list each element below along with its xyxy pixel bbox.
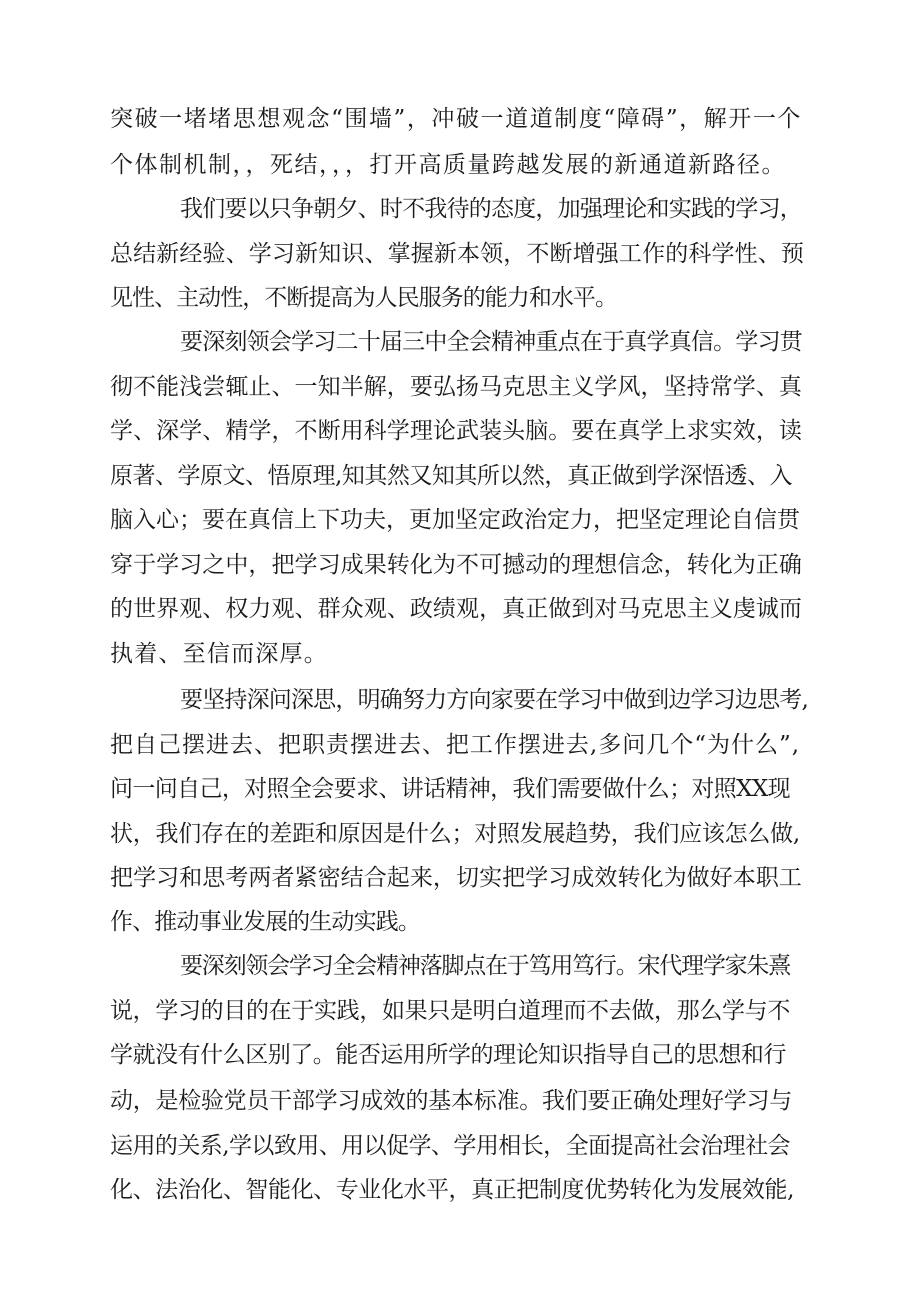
paragraph-line: 化、法治化、智能化、专业化水平，真正把制度优势转化为发展效能, (110, 1177, 794, 1203)
paragraph-line: 要深刻领会学习全会精神落脚点在于笃用笃行。宋代理学家朱熹 (180, 953, 791, 979)
paragraph-line: 突破一堵堵思想观念“围墙”，冲破一道道制度“障碍”，解开一个 (110, 106, 802, 132)
paragraph-line: 要深刻领会学习二十届三中全会精神重点在于真学真信。学习贯 (180, 329, 803, 355)
paragraph-line: 执着、至信而深厚。 (110, 641, 328, 667)
paragraph-line: 的世界观、权力观、群众观、政绩观，真正做到对马克思主义虔诚而 (110, 596, 802, 622)
paragraph-line: 作、推动事业发展的生动实践。 (110, 909, 421, 935)
paragraph-line: 总结新经验、学习新知识、掌握新本领，不断增强工作的科学性、预 (110, 241, 804, 267)
paragraph-line: 动，是检验党员干部学习成效的基本标准。我们要正确处理好学习与 (110, 1088, 793, 1114)
paragraph-line: 问一问自己，对照全会要求、讲话精神，我们需要做什么；对照XX现 (110, 776, 790, 802)
paragraph-line: 我们要以只争朝夕、时不我待的态度，加强理论和实践的学习， (180, 196, 803, 222)
paragraph-line: 见性、主动性，不断提高为人民服务的能力和水平。 (110, 285, 618, 311)
paragraph-line: 状，我们存在的差距和原因是什么；对照发展趋势，我们应该怎么做, (110, 821, 800, 847)
paragraph-line: 脑入心；要在真信上下功夫，更加坚定政治定力，把坚定理论自信贯 (110, 507, 800, 533)
paragraph-line: 原著、学原文、悟原理,知其然又知其所以然，真正做到学深悟透、入 (110, 463, 792, 489)
paragraph-line: 要坚持深问深思，明确努力方向家要在学习中做到边学习边思考, (180, 687, 808, 713)
paragraph-line: 彻不能浅尝辄止、一知半解，要弘扬马克思主义学风，坚持常学、真 (110, 374, 802, 400)
paragraph-line: 把学习和思考两者紧密结合起来，切实把学习成效转化为做好本职工 (110, 865, 802, 891)
paragraph-line: 个体制机制，，死结，，，打开高质量跨越发展的新通道新路径。 (110, 152, 786, 178)
paragraph-line: 运用的关系,学以致用、用以促学、学用相长，全面提高社会治理社会 (110, 1133, 790, 1159)
paragraph-line: 穿于学习之中，把学习成果转化为不可撼动的理想信念，转化为正确 (110, 552, 802, 578)
paragraph-line: 学、深学、精学，不断用科学理论武装头脑。要在真学上求实效，读 (110, 418, 802, 444)
paragraph-line: 把自己摆进去、把职责摆进去、把工作摆进去,多问几个“为什么”, (110, 732, 800, 758)
paragraph-line: 说，学习的目的在于实践，如果只是明白道理而不去做，那么学与不 (110, 998, 791, 1024)
paragraph-line: 学就没有什么区别了。能否运用所学的理论知识指导自己的思想和行 (110, 1042, 787, 1068)
